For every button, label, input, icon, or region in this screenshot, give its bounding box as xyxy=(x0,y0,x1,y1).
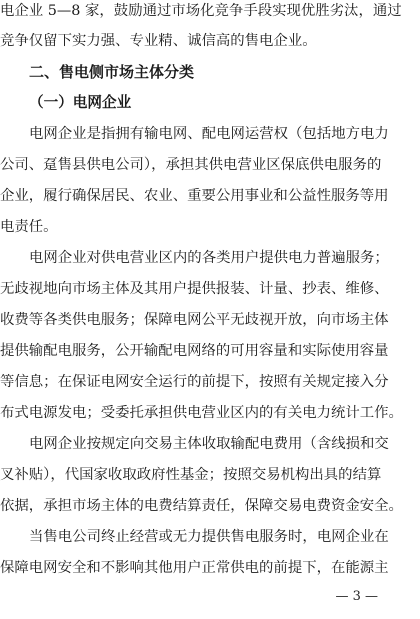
paragraph-first-line: 电网企业按规定向交易主体收取输配电费用（含线损和交 xyxy=(29,436,389,452)
section-heading: 二、售电侧市场主体分类 xyxy=(29,63,195,81)
body-text-line: 竞争仅留下实力强、专业精、诚信高的售电企业。 xyxy=(0,33,317,49)
paragraph-first-line: 电网企业是指拥有输电网、配电网运营权（包括地方电力 xyxy=(29,126,389,142)
body-text-line: 布式电源发电；受委托承担供电营业区内的有关电力统计工作。 xyxy=(0,405,403,421)
body-text-line: 提供输配电服务，公开输配电网络的可用容量和实际使用容量 xyxy=(0,343,389,359)
body-text-line: 企业，履行确保居民、农业、重要公用事业和公益性服务等用 xyxy=(0,188,389,204)
body-text-line: 公司、趸售县供电公司），承担其供电营业区保底供电服务的 xyxy=(0,157,382,173)
paragraph-first-line: 电网企业对供电营业区内的各类用户提供电力普遍服务； xyxy=(29,250,389,266)
body-text-line: 等信息；在保证电网安全运行的前提下，按照有关规定接入分 xyxy=(0,374,389,390)
body-text-line: 依据，承担市场主体的电费结算责任，保障交易电费资金安全。 xyxy=(0,498,403,514)
page-number: — 3 — xyxy=(335,589,378,604)
body-text-line: 保障电网安全和不影响其他用户正常供电的前提下，在能源主 xyxy=(0,560,389,576)
subsection-heading: （一）电网企业 xyxy=(29,94,132,111)
body-text-line: 无歧视地向市场主体及其用户提供报装、计量、抄表、维修、 xyxy=(0,281,389,297)
body-text-line: 叉补贴），代国家收取政府性基金；按照交易机构出具的结算 xyxy=(0,467,382,483)
paragraph-first-line: 当售电公司终止经营或无力提供售电服务时，电网企业在 xyxy=(29,529,389,545)
body-text-line: 收费等各类供电服务；保障电网公平无歧视开放，向市场主体 xyxy=(0,312,389,328)
body-text-line: 电责任。 xyxy=(0,219,58,235)
body-text-line: 电企业 5—8 家，鼓励通过市场化竞争手段实现优胜劣汰，通过 xyxy=(0,3,402,19)
